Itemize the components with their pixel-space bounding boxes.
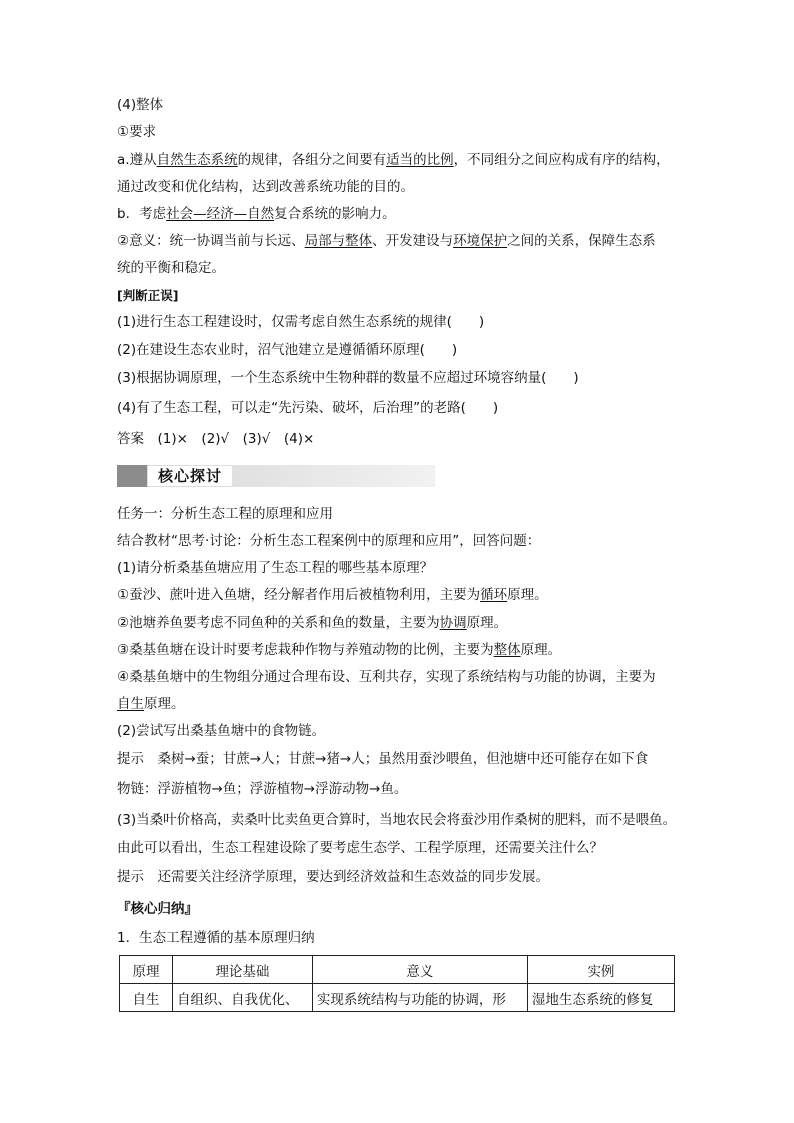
summary-title: 『核心归纳』 <box>117 901 198 917</box>
fill-blank-self-generation: 自生 <box>117 696 144 712</box>
judge-item-2: (2)在建设生态农业时，沼气池建立是遵循循环原理( ) <box>117 342 458 358</box>
fill-blank-environment-protection: 环境保护 <box>453 233 508 249</box>
question-1: (1)请分析桑基鱼塘应用了生态工程的哪些基本原理？ <box>117 560 434 576</box>
question-2: (2)尝试写出桑基鱼塘中的食物链。 <box>117 723 326 739</box>
table-header: 原理 <box>120 956 173 984</box>
answer-1-item-1: ①蚕沙、蔗叶进入鱼塘，经分解者作用后被植物利用，主要为循环原理。 <box>117 587 548 603</box>
judge-answer: 答案 (1)× (2)√ (3)√ (4)× <box>117 431 315 447</box>
fill-blank-proportion: 适当的比例 <box>386 152 454 168</box>
task-intro: 结合教材“思考·讨论：分析生态工程案例中的原理和应用”，回答问题： <box>117 533 541 549</box>
table-header: 意义 <box>312 956 527 984</box>
answer-1-item-3: ③桑基鱼塘在设计时要考虑栽种作物与养殖动物的比例，主要为整体原理。 <box>117 642 562 658</box>
hint-2-cont: 物链：浮游植物→鱼；浮游植物→浮游动物→鱼。 <box>117 781 408 797</box>
table-header: 实例 <box>527 956 674 984</box>
judge-item-3: (3)根据协调原理，一个生态系统中生物种群的数量不应超过环境容纳量( ) <box>117 370 579 386</box>
table-cell: 实现系统结构与功能的协调，形 <box>312 984 527 1012</box>
principles-table <box>119 955 675 1012</box>
table-cell: 自组织、自我优化、 <box>173 984 313 1012</box>
table-cell: 自生 <box>120 984 173 1012</box>
fill-blank-whole: 整体 <box>493 642 521 658</box>
table-header: 理论基础 <box>173 956 313 984</box>
hint-2: 提示 桑树→蚕；甘蔗→人；甘蔗→猪→人；虽然用蚕沙喂鱼，但池塘中还可能存在如下食 <box>117 751 649 767</box>
fill-blank-coordination: 协调 <box>439 615 467 631</box>
question-3-cont: 由此可以看出，生态工程建设除了要考虑生态学、工程学原理，还需要关注什么？ <box>117 840 603 856</box>
meaning-text-cont: 统的平衡和稳定。 <box>117 260 225 276</box>
section-title: 核心探讨 <box>148 466 232 486</box>
judge-item-1: (1)进行生态工程建设时，仅需考虑自然生态系统的规律( ) <box>117 314 485 330</box>
question-3: (3)当桑叶价格高，卖桑叶比卖鱼更合算时，当地农民会将蚕沙用作桑树的肥料，而不是喂鱼。 <box>117 812 677 828</box>
requirement-item-b: b．考虑社会—经济—自然复合系统的影响力。 <box>117 206 396 222</box>
judge-item-4: (4)有了生态工程，可以走“先污染、破坏，后治理”的老路( ) <box>117 400 499 416</box>
table-caption: 1．生态工程遵循的基本原理归纳 <box>117 930 315 946</box>
task-title: 任务一：分析生态工程的原理和应用 <box>117 506 333 522</box>
table-cell: 湿地生态系统的修复 <box>527 984 674 1012</box>
fill-blank-natural-ecosystem: 自然生态系统 <box>156 152 238 168</box>
requirement-label: ①要求 <box>117 124 157 140</box>
fill-blank-social-economic-natural: 社会—经济—自然 <box>166 206 275 222</box>
judge-title: [判断正误] <box>117 288 179 303</box>
heading-integrity: (4)整体 <box>117 97 164 113</box>
requirement-item-a: a.遵从自然生态系统的规律，各组分之间要有适当的比例，不同组分之间应构成有序的结构， <box>117 152 670 168</box>
requirement-item-a-cont: 通过改变和优化结构，达到改善系统功能的目的。 <box>117 179 414 195</box>
hint-3: 提示 还需要关注经济学原理，要达到经济效益和生态效益的同步发展。 <box>117 869 549 885</box>
answer-1-item-4: ④桑基鱼塘中的生物组分通过合理布设、互利共存，实现了系统结构与功能的协调，主要为 <box>117 669 656 685</box>
meaning-text: ②意义：统一协调当前与长远、局部与整体、开发建设与环境保护之间的关系，保障生态系 <box>117 233 656 249</box>
fill-blank-cycle: 循环 <box>480 587 508 603</box>
fill-blank-local-whole: 局部与整体 <box>304 233 373 249</box>
table-row <box>120 984 675 1012</box>
answer-1-item-4-cont: 自生原理。 <box>117 696 185 712</box>
answer-1-item-2: ②池塘养鱼要考虑不同鱼种的关系和鱼的数量，主要为协调原理。 <box>117 615 508 631</box>
table-header-row <box>120 956 675 984</box>
